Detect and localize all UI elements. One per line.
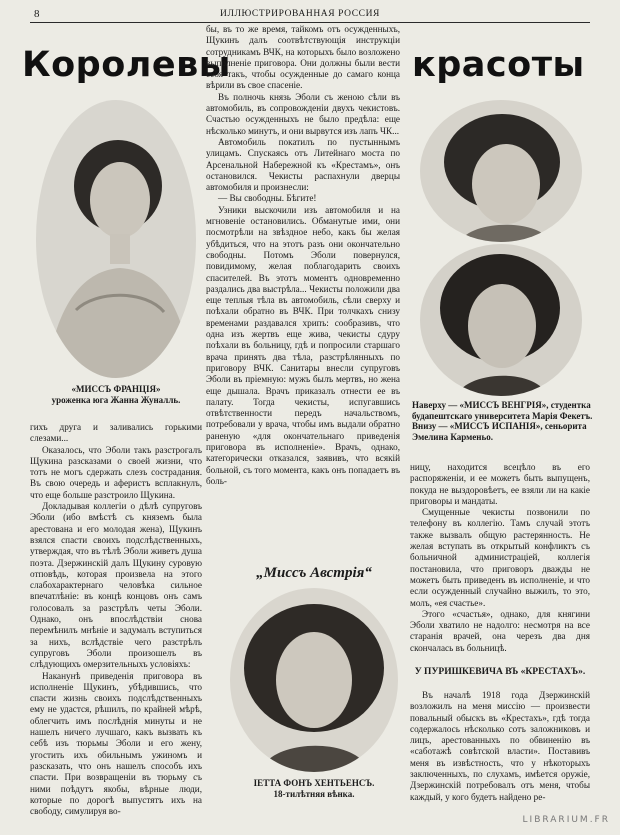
photo-miss-austria xyxy=(230,588,398,772)
column-right-lower xyxy=(410,462,590,658)
portrait-illustration xyxy=(230,588,398,772)
column-middle-top xyxy=(206,24,400,546)
photo-miss-spain xyxy=(420,244,582,396)
paragraph: Оказалось, что Эболи такъ разстрогалъ Щукина разсказами о своей жизни, что тотъ не могъ сдержать слезъ сострадания. Въ свою очередь и аферистъ всплакнулъ, что еще больше разстроило Щукина. xyxy=(30,444,202,500)
paragraph: гихъ друга и заливались горькими слезами... xyxy=(30,422,202,444)
caption-sub: уроженка юга Жанна Жуналль. xyxy=(51,395,181,405)
headline-left: Королевы xyxy=(22,45,231,85)
caption-miss-france xyxy=(30,384,202,406)
column-left-lower xyxy=(30,422,202,826)
header-rule xyxy=(30,22,590,23)
portrait-illustration xyxy=(420,244,582,396)
paragraph: Автомобиль покатилъ по пустыннымъ улицамъ. Спускаясь отъ Литейнаго моста по Арсенальной Набережной къ «Крестамъ», онъ остановился. Чекисты распахнули дверцы автомобиля и произнесли: xyxy=(206,136,400,193)
paragraph: Въ полночь князь Эболи съ женою сѣли въ автомобиль, въ сопровожденіи двухъ чекистовъ. Счастью осужденныхъ не было предѣла: еще нѣсколько минутъ, и они вырвутся изъ лапъ ЧК... xyxy=(206,91,400,136)
caption-hungary-spain: Наверху — «МИССЪ ВЕНГРІЯ», студентка будапештскаго университета Марія Фекетъ. Внизу — «МИССЪ ИСПАНІЯ», сеньорита Эмелина Карменьо. xyxy=(412,400,593,442)
photo-miss-france xyxy=(36,100,196,378)
watermark: LIBRARIUM.FR xyxy=(522,815,610,825)
section-title-austria: „Миссъ Австрія“ xyxy=(256,565,372,581)
page-number: 8 xyxy=(34,8,40,20)
portrait-illustration xyxy=(36,100,196,378)
caption-sub: 18-тилѣтняя вѣнка. xyxy=(273,789,355,799)
portrait-illustration xyxy=(420,100,582,242)
caption-name: ІЕТТА ФОНЪ ХЕНТЬЕНСЪ. xyxy=(253,778,375,788)
paragraph: — Вы свободны. Бѣгите! xyxy=(218,193,317,204)
paragraph: бы, въ то же время, тайкомъ отъ осужденныхъ, Щукинъ далъ соотвѣтствующія инструкціи сотрудникамъ ВЧК, на которыхъ было возложено выполненіе приговора. Они должны были вести себя такъ, чтобы осужденные до самаго конца вѣрили въ свое спасеніе. xyxy=(206,24,400,91)
caption-title: «МИССЪ ФРАНЦІЯ» xyxy=(71,384,161,394)
paragraph: Узники выскочили изъ автомобиля и на мгновеніе остановились. Обманутые ими, они посмотрѣли на звѣздное небо, какъ бы желая убѣдиться, что на этотъ разъ они окончательно свободны. Потомъ Эболи повернулся, повидимому, желая поблагодарить своихъ спасителей. Въ этотъ моментъ одновременно раздались два выстрѣла... Чекисты положили два еще теплыя тѣла въ автомобиль, сѣли сверху и поѣхали обратно въ ВЧК. При толчкахъ снизу временами раздавался хрипъ: сообразивъ, что одна изъ жертвъ еще жива, чекисты сдуру поѣхали въ больницу, гдѣ и попросили старшаго врача принять два тѣла, разстрѣлянныхъ по приговору ВЧК. Санитары внесли супруговъ Эболи въ пріемную: мужъ былъ мертвъ, но жена еще дышала. Врачъ приказалъ отнести ее въ палату. Тогда чекисты, испугавшись отвѣтственности передъ начальствомъ, потребовали у врача, чтобы имъ выдали обратно раненую «для окончательнаго приведенія приговора въ исполненіе». Врачъ, однако, категорически отказался, заявивъ, что всякій больной, съ того момента, какъ онъ попадаетъ въ боль- xyxy=(206,204,400,486)
paragraph: Этого «счастья», однако, для княгини Эболи хватило не надолго: несмотря на все старанія врачей, она черезъ два дня скончалась въ больницѣ. xyxy=(410,608,590,653)
running-title: ИЛЛЮСТРИРОВАННАЯ РОССИЯ xyxy=(220,9,380,19)
column-right-section xyxy=(410,690,590,826)
section-title-purishkevich: У ПУРИШКЕВИЧА ВЪ «КРЕСТАХЪ». xyxy=(414,667,586,677)
paragraph: Наканунѣ приведенія приговора въ исполненіе Щукинъ, убѣдившись, что спасти жизнь своихъ подслѣдственныхъ ему не удастся, рѣшилъ, по крайней мѣрѣ, облегчить имъ послѣднія минуты и не нашелъ ничего лучшаго, какъ вызвать къ себѣ изъ тюрьмы Эболи и его жену, угостить ихъ обильнымъ ужиномъ и разсказать, что онъ нашелъ способъ ихъ спасти. При возвращеніи въ тюрьму съ ними поѣдутъ якобы, вѣрные люди, которые по дорогѣ выпустятъ ихъ на свободу, симулируя во- xyxy=(30,670,202,817)
paragraph: ницу, находится всецѣло въ его распоряженіи, и ее можетъ быть выпущенъ, покуда не выздоровѣетъ, ее взяли ли на какіе приговоры и мандаты. xyxy=(410,462,590,506)
photo-miss-hungary xyxy=(420,100,582,242)
paragraph: Въ началѣ 1918 года Дзержинскій возложилъ на меня миссію — произвести повальный обыскъ въ «Крестахъ», гдѣ тогда содержалось нѣсколько сотъ заложниковъ и лицъ, арестованныхъ по обвиненію въ «саботажѣ совѣтской власти». Поставивъ меня въ извѣстность, что у нѣкоторыхъ заключенныхъ, по слухамъ, имѣется оружіе, Дзержинскій потребовалъ отъ меня, чтобы каждый, у кого будетъ найдено ре- xyxy=(410,690,590,802)
caption-miss-austria xyxy=(226,778,402,800)
headline-right: красоты xyxy=(412,45,585,85)
paragraph: Докладывая коллегіи о дѣлѣ супруговъ Эболи (ибо вмѣстѣ съ княземъ была арестована и его молодая жена), Щукинъ взялся спасти своихъ подслѣдственныхъ, утверждая, что въ тѣлѣ Эболи живетъ душа поэта. Дзержинскій далъ Щукину суровую отповѣдь, которая произвела на этого слабохарактернаго человѣка сильное впечатлѣніе: въ концѣ концовъ онъ самъ голосовалъ за разстрѣлъ четы Эболи. Однако, онъ впослѣдствіи снова перемѣнилъ мнѣніе и задумалъ вступиться за нихъ, вслѣдствіе чего разстрѣлъ супруговъ Эболи произошелъ въ слѣдующихъ омерзительныхъ условіяхъ: xyxy=(30,501,202,670)
paragraph: Смущенные чекисты позвонили по телефону въ коллегію. Тамъ случай этотъ также вызвалъ общую растерянность. Не желая вступать въ открытый конфликтъ съ больничной администраціей, коллегія постановила, что приговоръ дважды не можетъ быть приведенъ въ исполненіе, и что если осужденный случайно выжилъ, то это, молъ, «ея счастье». xyxy=(410,507,590,608)
